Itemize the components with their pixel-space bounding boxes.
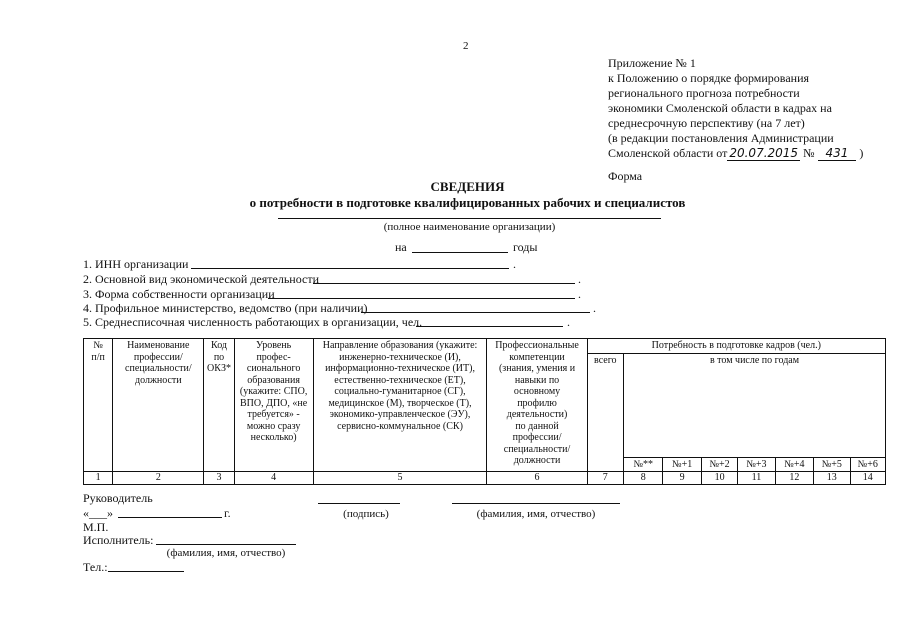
stamp-label: М.П. (83, 520, 109, 534)
number-cell: 8 (624, 472, 663, 485)
close-paren: ) (859, 146, 864, 160)
field-ministry-label: 4. Профильное министерство, ведомство (при наличии) (83, 301, 368, 315)
number-cell: 2 (113, 472, 204, 485)
field-ownership-label: 3. Форма собственности организации (83, 287, 275, 301)
appendix-line: среднесрочную перспективу (на 7 лет) (608, 116, 805, 130)
appendix-line: (в редакции постановления Администрации (608, 131, 834, 145)
name-blank (452, 503, 620, 504)
field-activity-label: 2. Основной вид экономической деятельности (83, 272, 320, 286)
date-blank (118, 517, 222, 518)
header-cell-by-years: в том числе по годам (624, 353, 886, 457)
field-inn-blank (191, 268, 509, 269)
document-title: СВЕДЕНИЯ (430, 179, 505, 194)
field-headcount-label: 5. Среднесписочная численность работающих в организации, чел. (83, 315, 423, 329)
number-cell: 4 (234, 472, 313, 485)
org-name-caption: (полное наименование организации) (383, 221, 556, 233)
number-cell: 10 (701, 472, 737, 485)
page-number: 2 (463, 40, 469, 52)
header-cell-level: Уровень профес- сионального образования (укажите: СПО, ВПО, ДПО, «не требуется» - можно сразу несколько) (234, 339, 313, 472)
number-cell: 9 (663, 472, 701, 485)
org-name-line (278, 218, 661, 219)
header-cell-competence: Профессиональные компетенции (знания, умения и навыки по основному профилю деятельности) по данной профессии/ специальности/ должности (487, 339, 587, 472)
signature-caption: (подпись) (343, 508, 389, 520)
number-cell: 12 (775, 472, 813, 485)
executor-blank (156, 544, 296, 545)
field-end: . (578, 272, 581, 286)
number-cell: 3 (204, 472, 234, 485)
header-cell-profession: Наименование профессии/ специальности/ должности (113, 339, 204, 472)
field-activity-blank (313, 283, 575, 284)
header-cell-year: №+2 (701, 457, 737, 472)
number-cell: 11 (738, 472, 775, 485)
number-cell: 7 (587, 472, 623, 485)
header-cell-no: № п/п (84, 339, 113, 472)
executor-label: Исполнитель: (83, 533, 154, 547)
header-cell-year: №** (624, 457, 663, 472)
number-label: № (803, 146, 815, 160)
appendix-line: экономики Смоленской области в кадрах на (608, 101, 832, 115)
handwritten-number: 431 (818, 146, 857, 161)
appendix-line-prefix: Смоленской области от (608, 146, 728, 160)
appendix-block (608, 56, 878, 184)
phone-label: Тел.: (83, 560, 108, 574)
table-header-row (84, 339, 886, 354)
header-cell-okz: Код по ОКЗ* (204, 339, 234, 472)
appendix-line: регионального прогноза потребности (608, 86, 800, 100)
number-cell: 6 (487, 472, 587, 485)
field-ownership-blank (268, 298, 575, 299)
header-cell-year: №+3 (738, 457, 775, 472)
field-inn-label: 1. ИНН организации (83, 257, 189, 271)
number-cell: 13 (814, 472, 850, 485)
header-cell-direction: Направление образования (укажите: инженерно-техническое (И), информационно-техническое (ИТ), естественно-техническое (ЕТ), социально-гуманитарное (СГ), медицинское (М), творческое (Т), экономико-управленческое (ЭУ), сервисно-коммунальное (СК) (313, 339, 487, 472)
year-suffix: годы (513, 240, 538, 254)
form-label: Форма (608, 169, 643, 183)
field-ministry-blank (361, 312, 590, 313)
date-prefix: «___» (83, 506, 113, 520)
field-end: . (578, 287, 581, 301)
field-end: . (593, 301, 596, 315)
name-caption: (фамилия, имя, отчество) (476, 508, 596, 520)
header-cell-need: Потребность в подготовке кадров (чел.) (587, 339, 885, 354)
header-cell-total: всего (587, 353, 623, 472)
table-number-row (84, 472, 886, 485)
needs-table (83, 338, 886, 485)
header-cell-year: №+4 (775, 457, 813, 472)
header-cell-year: №+5 (814, 457, 850, 472)
signature-blank (318, 503, 400, 504)
field-end: . (513, 257, 516, 271)
handwritten-date: 20.07.2015 (729, 146, 799, 160)
field-end: . (567, 315, 570, 329)
header-cell-year: №+1 (663, 457, 701, 472)
year-blank (412, 252, 508, 253)
header-cell-year: №+6 (850, 457, 886, 472)
year-suffix-g: г. (224, 506, 231, 520)
number-cell: 14 (850, 472, 886, 485)
year-prefix: на (395, 240, 407, 254)
number-cell: 1 (84, 472, 113, 485)
field-headcount-blank (416, 326, 563, 327)
number-cell: 5 (313, 472, 487, 485)
appendix-line: к Положению о порядке формирования (608, 71, 810, 85)
document-subtitle: о потребности в подготовке квалифицированных рабочих и специалистов (249, 195, 686, 210)
appendix-title: Приложение № 1 (608, 56, 696, 70)
phone-blank (108, 571, 184, 572)
appendix-date-line (608, 146, 878, 161)
head-label: Руководитель (83, 491, 153, 505)
executor-caption: (фамилия, имя, отчество) (166, 547, 286, 559)
